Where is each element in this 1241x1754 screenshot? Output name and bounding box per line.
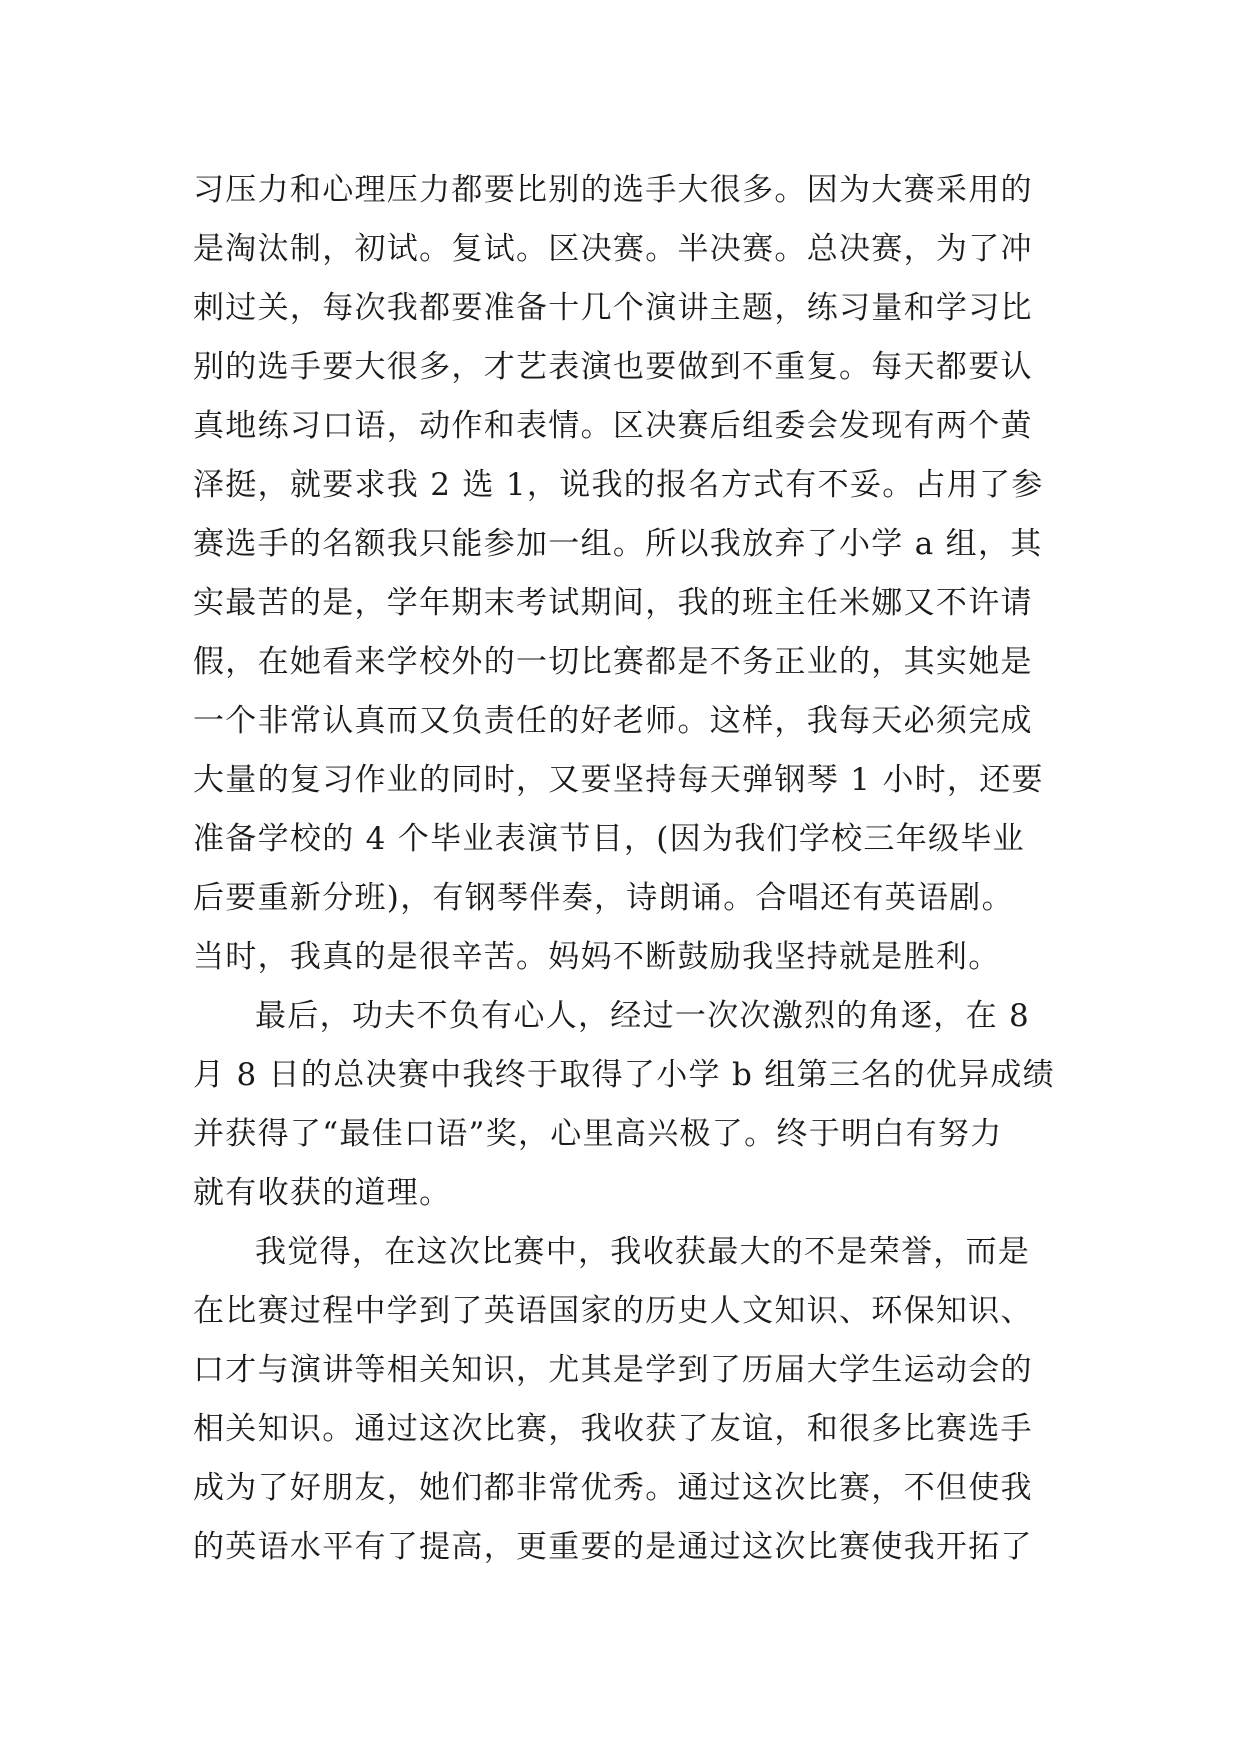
text-line: 是淘汰制，初试。复试。区决赛。半决赛。总决赛，为了冲 [193,231,1033,267]
body-text [193,161,1053,1577]
text-line: 的英语水平有了提高，更重要的是通过这次比赛使我开拓了 [193,1529,1033,1565]
text-line: 刺过关，每次我都要准备十几个演讲主题，练习量和学习比 [193,290,1033,326]
text-line: 月 8 日的总决赛中我终于取得了小学 b 组第三名的优异成绩 [193,1057,1055,1093]
text-line: 假，在她看来学校外的一切比赛都是不务正业的，其实她是 [193,644,1033,680]
text-line: 泽挺，就要求我 2 选 1，说我的报名方式有不妥。占用了参 [193,467,1044,503]
text-line: 当时，我真的是很辛苦。妈妈不断鼓励我坚持就是胜利。 [193,939,1001,975]
text-line: 并获得了“最佳口语”奖，心里高兴极了。终于明白有努力 [193,1116,1003,1152]
text-line: 相关知识。通过这次比赛，我收获了友谊，和很多比赛选手 [193,1411,1033,1447]
text-line: 真地练习口语，动作和表情。区决赛后组委会发现有两个黄 [193,408,1033,444]
text-line: 成为了好朋友，她们都非常优秀。通过这次比赛，不但使我 [193,1470,1033,1506]
text-line: 就有收获的道理。 [193,1175,452,1211]
text-line: 准备学校的 4 个毕业表演节目，(因为我们学校三年级毕业 [193,821,1025,857]
text-line: 别的选手要大很多，才艺表演也要做到不重复。每天都要认 [193,349,1033,385]
text-line: 在比赛过程中学到了英语国家的历史人文知识、环保知识、 [193,1293,1033,1329]
text-line: 口才与演讲等相关知识，尤其是学到了历届大学生运动会的 [193,1352,1033,1388]
text-line: 实最苦的是，学年期末考试期间，我的班主任米娜又不许请 [193,585,1033,621]
paragraph-first-line: 最后，功夫不负有心人，经过一次次激烈的角逐，在 8 [255,998,1031,1034]
text-line: 后要重新分班)，有钢琴伴奏，诗朗诵。合唱还有英语剧。 [193,880,1014,916]
paragraph-first-line: 我觉得，在这次比赛中，我收获最大的不是荣誉，而是 [255,1234,1031,1270]
text-line: 赛选手的名额我只能参加一组。所以我放弃了小学 a 组，其 [193,526,1043,562]
text-line: 大量的复习作业的同时，又要坚持每天弹钢琴 1 小时，还要 [193,762,1044,798]
text-line: 一个非常认真而又负责任的好老师。这样，我每天必须完成 [193,703,1033,739]
text-line: 习压力和心理压力都要比别的选手大很多。因为大赛采用的 [193,172,1033,208]
